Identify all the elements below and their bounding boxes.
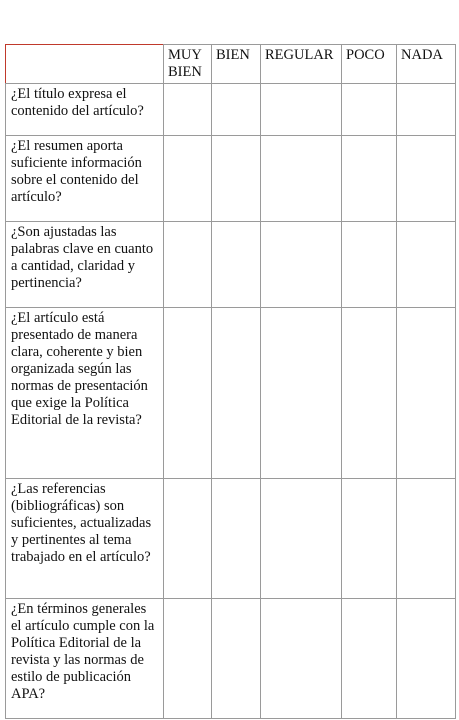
rating-cell-poco[interactable]: [342, 84, 397, 136]
rating-cell-nada[interactable]: [397, 222, 456, 308]
rating-cell-nada[interactable]: [397, 479, 456, 599]
header-row: [6, 45, 456, 84]
question-cell: ¿Las referencias (bibliográficas) son suficientes, actualizadas y pertinentes al tema trabajado en el artículo?: [6, 479, 164, 599]
question-cell: ¿En términos generales el artículo cumple con la Política Editorial de la revista y las normas de estilo de publicación APA?: [6, 599, 164, 719]
header-bien: BIEN: [212, 45, 261, 84]
rating-cell-poco[interactable]: [342, 479, 397, 599]
rating-cell-regular[interactable]: [261, 136, 342, 222]
header-nada: NADA: [397, 45, 456, 84]
rating-cell-muy-bien[interactable]: [164, 222, 212, 308]
table-row: [6, 599, 456, 719]
rating-cell-muy-bien[interactable]: [164, 308, 212, 479]
rating-cell-bien[interactable]: [212, 479, 261, 599]
rating-cell-bien[interactable]: [212, 599, 261, 719]
header-muy-bien: MUY BIEN: [164, 45, 212, 84]
rating-cell-bien[interactable]: [212, 84, 261, 136]
rating-cell-nada[interactable]: [397, 599, 456, 719]
rating-cell-bien[interactable]: [212, 222, 261, 308]
rating-cell-nada[interactable]: [397, 308, 456, 479]
table-row: [6, 308, 456, 479]
rating-cell-muy-bien[interactable]: [164, 136, 212, 222]
rating-cell-regular[interactable]: [261, 222, 342, 308]
rating-cell-poco[interactable]: [342, 136, 397, 222]
rating-cell-muy-bien[interactable]: [164, 599, 212, 719]
rating-cell-nada[interactable]: [397, 84, 456, 136]
corner-cell: [6, 45, 164, 84]
rating-cell-bien[interactable]: [212, 308, 261, 479]
rating-cell-poco[interactable]: [342, 222, 397, 308]
rating-cell-muy-bien[interactable]: [164, 479, 212, 599]
table-row: [6, 136, 456, 222]
question-cell: ¿El resumen aporta suficiente información sobre el contenido del artículo?: [6, 136, 164, 222]
rating-cell-muy-bien[interactable]: [164, 84, 212, 136]
rating-cell-regular[interactable]: [261, 599, 342, 719]
question-cell: ¿Son ajustadas las palabras clave en cuanto a cantidad, claridad y pertinencia?: [6, 222, 164, 308]
evaluation-sheet: [5, 44, 455, 719]
rating-cell-regular[interactable]: [261, 308, 342, 479]
header-regular: REGULAR: [261, 45, 342, 84]
question-cell: ¿El artículo está presentado de manera clara, coherente y bien organizada según las normas de presentación que exige la Política Editorial de la revista?: [6, 308, 164, 479]
rating-cell-regular[interactable]: [261, 84, 342, 136]
question-cell: ¿El título expresa el contenido del artículo?: [6, 84, 164, 136]
table-row: [6, 222, 456, 308]
evaluation-table: [5, 44, 456, 719]
rating-cell-bien[interactable]: [212, 136, 261, 222]
rating-cell-nada[interactable]: [397, 136, 456, 222]
table-row: [6, 479, 456, 599]
rating-cell-regular[interactable]: [261, 479, 342, 599]
table-row: [6, 84, 456, 136]
rating-cell-poco[interactable]: [342, 599, 397, 719]
header-poco: POCO: [342, 45, 397, 84]
rating-cell-poco[interactable]: [342, 308, 397, 479]
